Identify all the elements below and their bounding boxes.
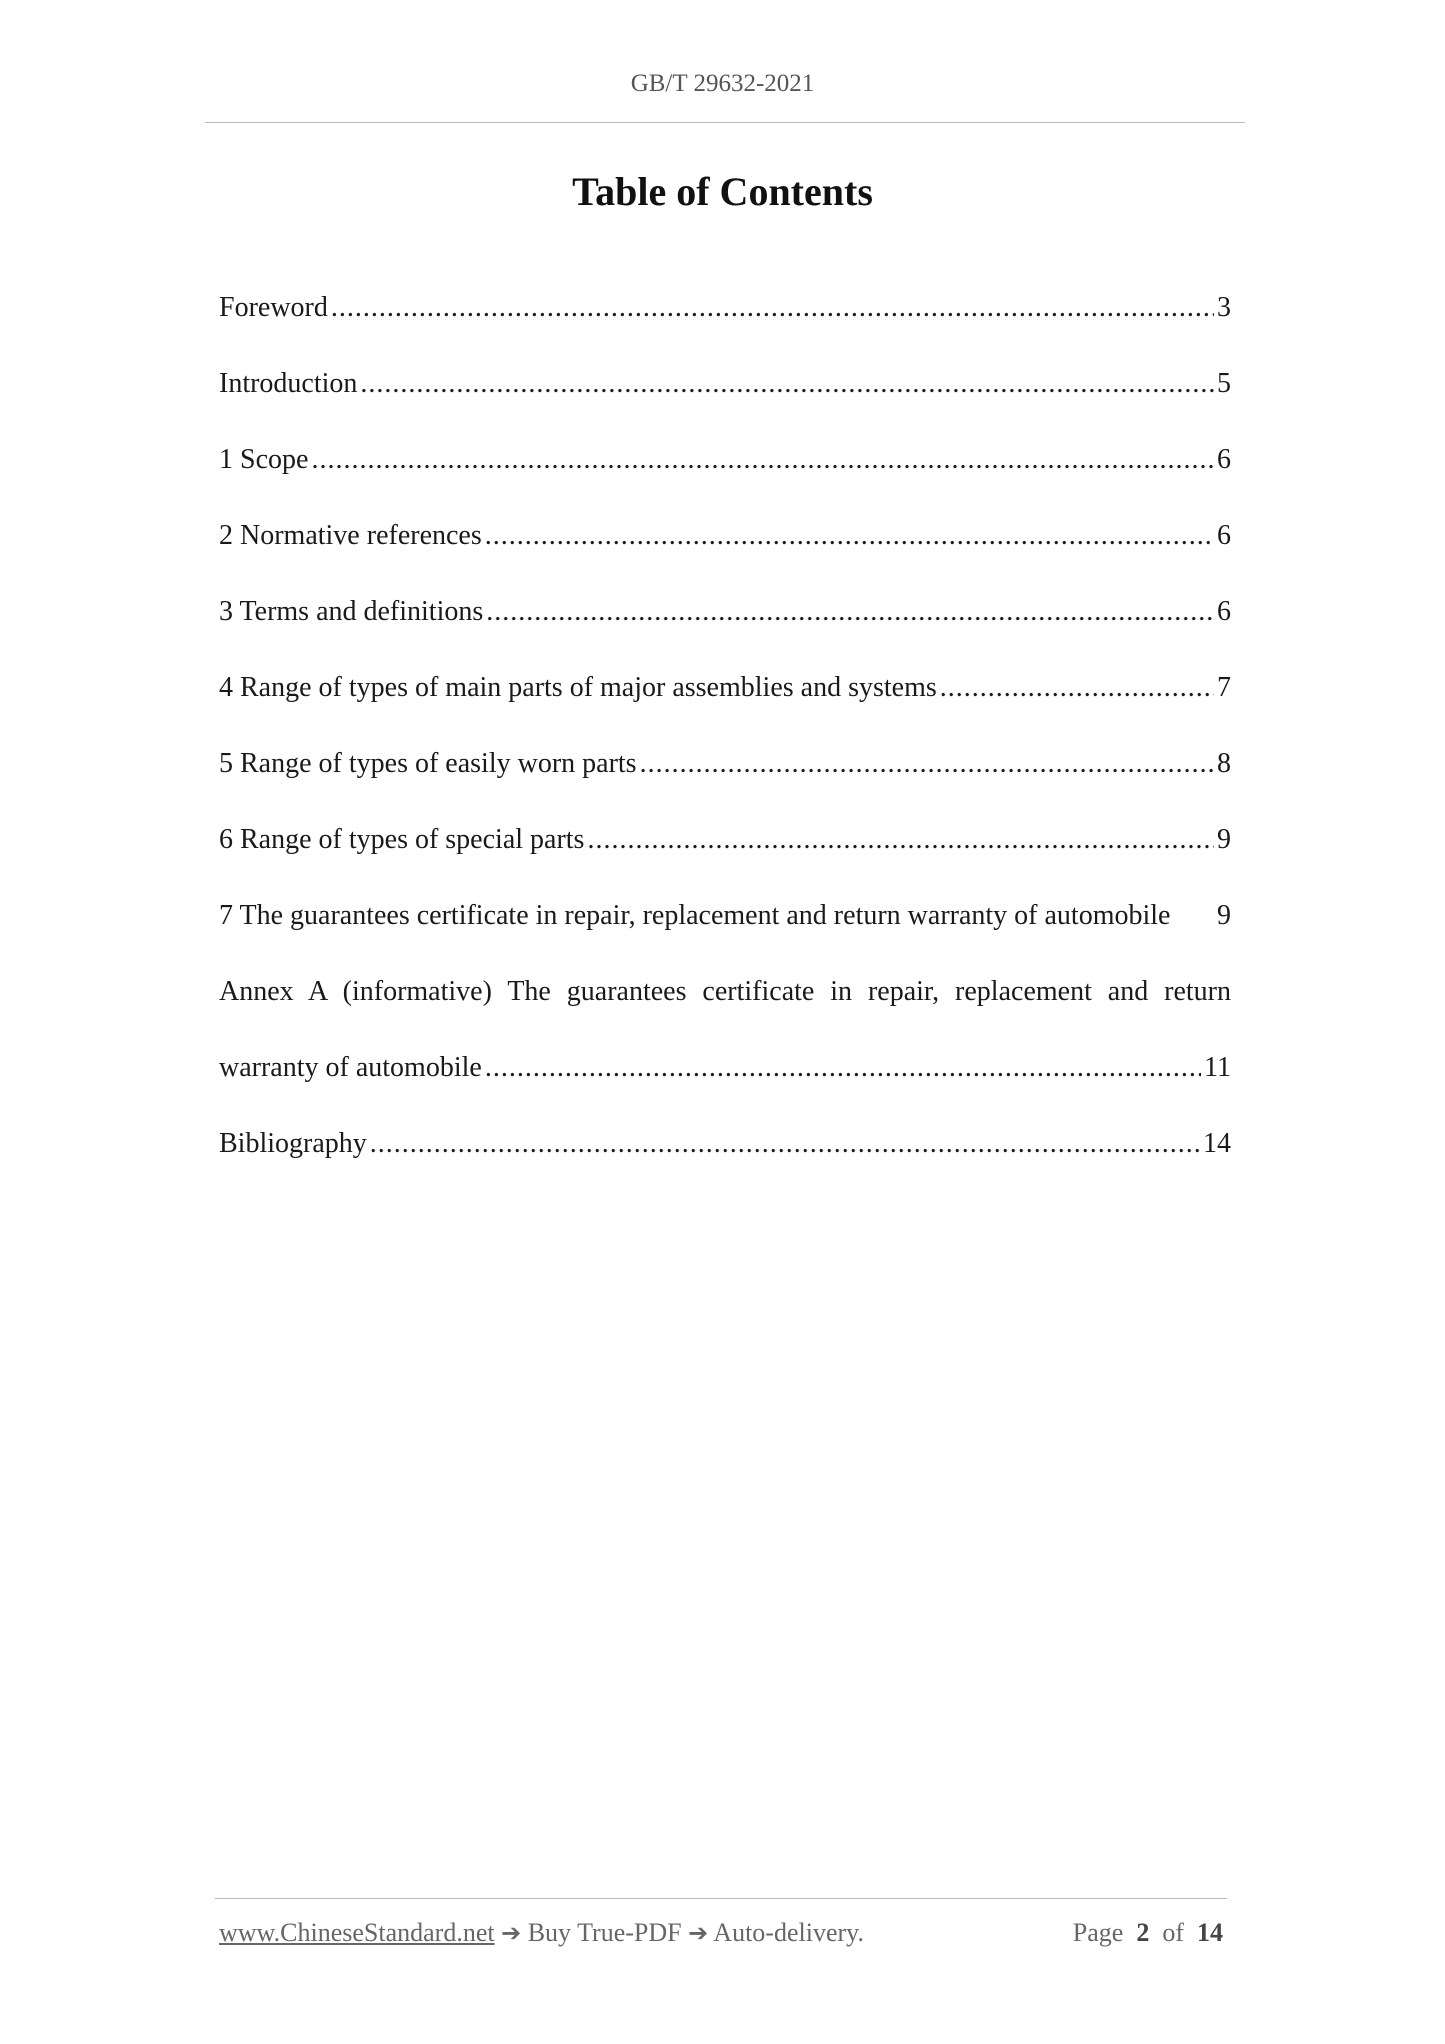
toc-entry-guarantees-certificate[interactable] [219,894,1231,970]
page-word: Page [1072,1918,1124,1947]
toc-entry-page: 9 [1217,900,1231,931]
toc-entry-page: 6 [1217,596,1231,627]
toc-dot-leader [486,590,1214,634]
toc-dot-leader [940,666,1214,710]
toc-entry-label: Foreword [219,292,328,323]
toc-entry-scope[interactable] [219,438,1231,514]
toc-entry-annex-a[interactable] [219,970,1231,1046]
toc-entry-label: Introduction [219,368,358,399]
document-code-header: GB/T 29632-2021 [630,70,815,97]
toc-entry-page: 3 [1217,292,1231,323]
toc-dot-leader [331,286,1214,330]
toc-dot-leader [485,514,1214,558]
toc-title: Table of Contents [572,169,873,214]
page-number [1073,1918,1223,1948]
toc-entry-label: warranty of automobile [219,1052,482,1083]
toc-entry-page: 8 [1217,748,1231,779]
toc-dot-leader [587,818,1214,862]
footer-step-delivery: Auto-delivery. [713,1918,864,1947]
toc-entry-label: 1 Scope [219,444,309,475]
footer-step-buy: Buy True-PDF [527,1918,682,1947]
arrow-right-icon: ➔ [501,1919,522,1947]
toc-entry-page: 6 [1217,520,1231,551]
toc-entry-label: 6 Range of types of special parts [219,824,585,855]
toc-entry-label: 3 Terms and definitions [219,596,484,627]
toc-entry-page: 5 [1217,368,1231,399]
footer-site-link[interactable]: www.ChineseStandard.net [219,1918,495,1947]
toc-entry-page: 7 [1217,672,1231,703]
toc-entry-terms-and-definitions[interactable] [219,590,1231,666]
toc-entry-page: 6 [1217,444,1231,475]
page-current: 2 [1136,1918,1150,1947]
toc-entry-special-parts[interactable] [219,818,1231,894]
toc-entry-label: Bibliography [219,1128,367,1159]
toc-entry-annex-a-continued[interactable] [219,1046,1231,1122]
page-total: 14 [1197,1918,1223,1947]
toc-entry-label: Annex A (informative) The guarantees certificate in repair, replacement and return [219,976,1231,1007]
toc-entry-normative-references[interactable] [219,514,1231,590]
toc-dot-leader [370,1122,1200,1166]
toc-entry-introduction[interactable] [219,362,1231,438]
toc-entry-main-parts[interactable] [219,666,1231,742]
toc-dot-leader [311,438,1214,482]
toc-dot-leader [360,362,1214,406]
toc-entry-foreword[interactable] [219,286,1231,362]
toc-entry-easily-worn-parts[interactable] [219,742,1231,818]
toc-entry-label: 5 Range of types of easily worn parts [219,748,637,779]
header-divider [205,122,1245,123]
arrow-right-icon: ➔ [688,1919,709,1947]
toc-entry-label: 4 Range of types of main parts of major assemblies and systems [219,672,937,703]
footer-divider [215,1898,1227,1899]
toc-entry-page: 11 [1204,1052,1231,1083]
toc-entry-label: 7 The guarantees certificate in repair, replacement and return warranty of automobile [219,900,1171,931]
toc-dot-leader [640,742,1214,786]
toc-entry-page: 14 [1203,1128,1231,1159]
toc-dot-leader [485,1046,1201,1090]
footer-promo [219,1918,864,1948]
toc-entry-page: 9 [1217,824,1231,855]
toc-entry-bibliography[interactable] [219,1122,1231,1198]
toc-entry-label: 2 Normative references [219,520,482,551]
toc-list [219,286,1231,1198]
page-of: of [1162,1918,1184,1947]
